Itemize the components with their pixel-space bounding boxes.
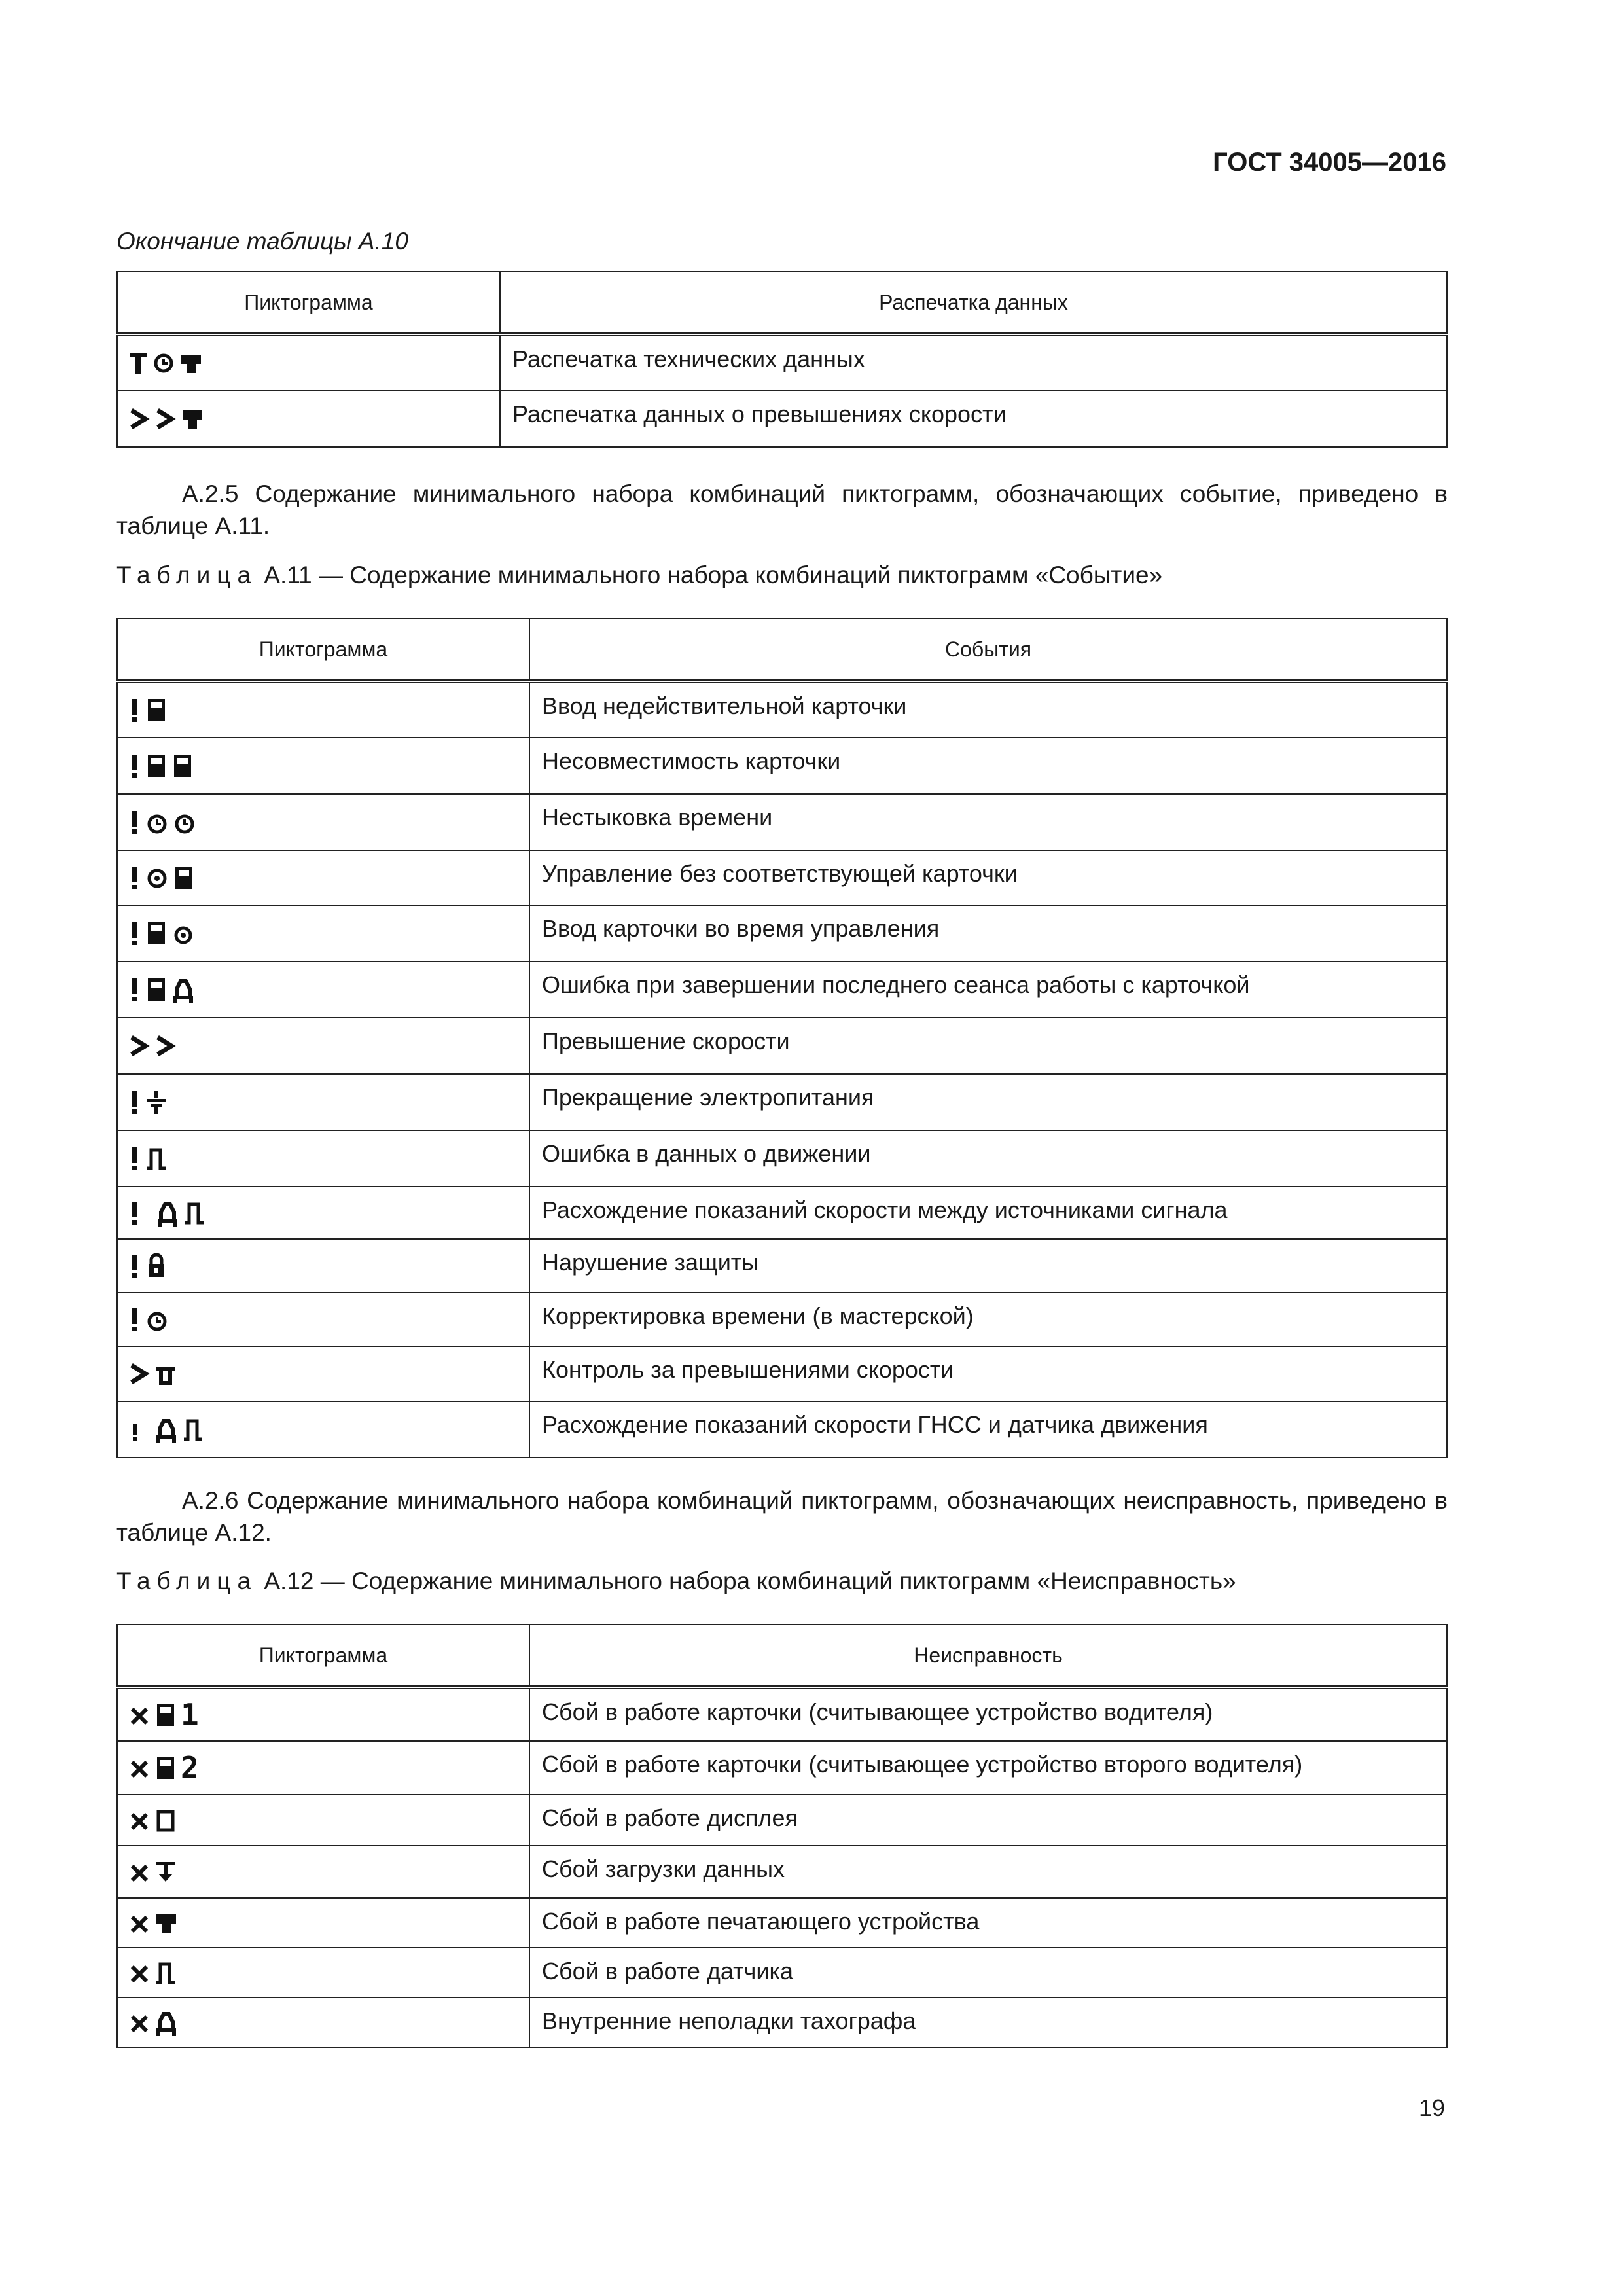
card-icon xyxy=(145,976,168,1003)
paragraph-a26 xyxy=(116,1484,1448,1549)
table-row xyxy=(117,1401,1447,1458)
exclamation-icon xyxy=(128,1145,141,1172)
column-header-description: Распечатка данных xyxy=(500,272,1447,334)
card-icon xyxy=(171,752,194,780)
download-icon xyxy=(154,1858,177,1886)
speed-chevron-icon xyxy=(154,405,177,433)
speed-chevron-icon xyxy=(128,405,151,433)
exclamation-icon xyxy=(128,1088,141,1116)
sensor-icon xyxy=(182,1416,204,1443)
description-cell: Несовместимость карточки xyxy=(529,738,1447,794)
printer-icon xyxy=(181,405,204,433)
description-cell: Внутренние неполадки тахографа xyxy=(529,1998,1447,2047)
pictogram-cell xyxy=(117,1741,529,1795)
description-cell: Контроль за превышениями скорости xyxy=(529,1346,1447,1401)
card-icon xyxy=(145,696,168,724)
table-row xyxy=(117,1846,1447,1898)
sensor-icon xyxy=(183,1199,205,1227)
pictogram-cell xyxy=(117,334,500,391)
card-icon xyxy=(145,752,168,780)
table-row xyxy=(117,1293,1447,1346)
table-a11-title xyxy=(116,562,1448,589)
description-cell: Сбой загрузки данных xyxy=(529,1846,1447,1898)
table-a12-grid xyxy=(116,1624,1448,2048)
document-number: ГОСТ 34005—2016 xyxy=(1213,148,1446,177)
pictogram-cell xyxy=(117,1846,529,1898)
column-header-pictogram: Пиктограмма xyxy=(117,1624,529,1687)
fault-cross-icon xyxy=(128,2009,151,2036)
table-title: А.11 — Содержание минимального набора комбинаций пиктограмм «Событие» xyxy=(257,562,1163,588)
description-cell: Сбой в работе дисплея xyxy=(529,1795,1447,1846)
description-cell: Нестыковка времени xyxy=(529,794,1447,850)
vu-icon xyxy=(156,1199,179,1227)
pictogram-cell xyxy=(117,391,500,447)
table-row xyxy=(117,905,1447,961)
description-cell: Расхождение показаний скорости ГНСС и датчика движения xyxy=(529,1401,1447,1458)
paragraph-a25 xyxy=(116,478,1448,542)
pictogram-cell xyxy=(117,681,529,738)
clock-icon xyxy=(145,808,169,836)
table-row xyxy=(117,1898,1447,1948)
fault-cross-icon xyxy=(128,1909,151,1937)
vu-icon xyxy=(154,2009,178,2036)
description-cell: Распечатка данных о превышениях скорости xyxy=(500,391,1447,447)
pictogram-cell xyxy=(117,1074,529,1130)
pictogram-cell xyxy=(117,1998,529,2047)
exclamation-icon xyxy=(128,1416,141,1443)
sensor-icon xyxy=(154,1959,177,1986)
steering-wheel-icon xyxy=(145,864,169,891)
page-number: 19 xyxy=(1418,2094,1445,2121)
table-row xyxy=(117,1187,1447,1239)
pictogram-cell xyxy=(117,1346,529,1401)
fault-cross-icon xyxy=(128,1959,151,1986)
table-title: А.12 — Содержание минимального набора комбинаций пиктограмм «Неисправность» xyxy=(257,1568,1236,1594)
column-header-description: События xyxy=(529,619,1447,681)
body-paragraph: А.2.6 Содержание минимального набора комбинаций пиктограмм, обозначающих неисправность, приведено в таблице А.12. xyxy=(116,1487,1448,1546)
power-supply-icon xyxy=(145,1088,168,1116)
speed-chevron-icon xyxy=(154,1032,177,1060)
description-cell: Управление без соответствующей карточки xyxy=(529,850,1447,905)
table-a11-grid xyxy=(116,618,1448,1458)
table-row xyxy=(117,1018,1447,1074)
table-row xyxy=(117,334,1447,391)
table-row xyxy=(117,1948,1447,1998)
speed-chevron-icon xyxy=(128,1360,151,1388)
exclamation-icon xyxy=(128,696,141,724)
pictogram-cell xyxy=(117,1239,529,1293)
table-a12 xyxy=(116,1624,1448,2048)
table-row xyxy=(117,1239,1447,1293)
description-cell: Ошибка при завершении последнего сеанса работы с карточкой xyxy=(529,961,1447,1018)
pictogram-cell xyxy=(117,1293,529,1346)
body-paragraph: А.2.5 Содержание минимального набора комбинаций пиктограмм, обозначающих событие, приведено в таблице А.11. xyxy=(116,480,1448,539)
tool-T-icon xyxy=(128,350,148,377)
description-cell: Нарушение защиты xyxy=(529,1239,1447,1293)
table-caption: Окончание таблицы А.10 xyxy=(116,228,408,255)
exclamation-icon xyxy=(128,752,141,780)
table-label: Таблица xyxy=(116,1568,258,1594)
table-header-row xyxy=(117,619,1447,681)
pictogram-cell xyxy=(117,1401,529,1458)
table-row xyxy=(117,391,1447,447)
table-row xyxy=(117,850,1447,905)
exclamation-icon xyxy=(128,808,141,836)
pictogram-cell xyxy=(117,905,529,961)
table-row xyxy=(117,1687,1447,1741)
clock-icon xyxy=(152,350,175,377)
exclamation-icon xyxy=(128,1306,141,1333)
column-header-description: Неисправность xyxy=(529,1624,1447,1687)
description-cell: Сбой в работе датчика xyxy=(529,1948,1447,1998)
lock-icon xyxy=(145,1252,168,1280)
printer-icon xyxy=(179,350,203,377)
pictogram-cell xyxy=(117,1687,529,1741)
description-cell: Прекращение электропитания xyxy=(529,1074,1447,1130)
card-slot-number: 1 xyxy=(181,1697,199,1732)
description-cell: Сбой в работе карточки (считывающее устройство второго водителя) xyxy=(529,1741,1447,1795)
pictogram-cell xyxy=(117,1948,529,1998)
table-row xyxy=(117,1346,1447,1401)
table-row xyxy=(117,1795,1447,1846)
table-a10-caption xyxy=(116,228,1448,255)
control-icon xyxy=(154,1360,177,1388)
pictogram-cell xyxy=(117,1187,529,1239)
clock-icon xyxy=(173,808,196,836)
fault-cross-icon xyxy=(128,1701,151,1729)
exclamation-icon xyxy=(128,1199,141,1227)
pictogram-cell xyxy=(117,1795,529,1846)
table-a10 xyxy=(116,271,1448,448)
description-cell: Расхождение показаний скорости между источниками сигнала xyxy=(529,1187,1447,1239)
table-row xyxy=(117,738,1447,794)
card-icon xyxy=(173,864,195,891)
column-header-pictogram: Пиктограмма xyxy=(117,272,500,334)
fault-cross-icon xyxy=(128,1754,151,1782)
speed-chevron-icon xyxy=(128,1032,151,1060)
exclamation-icon xyxy=(128,920,141,947)
exclamation-icon xyxy=(128,976,141,1003)
exclamation-icon xyxy=(128,1252,141,1280)
table-row xyxy=(117,794,1447,850)
description-cell: Ошибка в данных о движении xyxy=(529,1130,1447,1187)
pictogram-cell xyxy=(117,1898,529,1948)
table-row xyxy=(117,1074,1447,1130)
description-cell: Превышение скорости xyxy=(529,1018,1447,1074)
vu-icon xyxy=(171,976,195,1003)
sensor-icon xyxy=(145,1145,168,1172)
table-row xyxy=(117,961,1447,1018)
pictogram-cell xyxy=(117,794,529,850)
card-icon xyxy=(154,1754,177,1782)
table-header-row xyxy=(117,1624,1447,1687)
description-cell: Корректировка времени (в мастерской) xyxy=(529,1293,1447,1346)
pictogram-cell xyxy=(117,961,529,1018)
card-icon xyxy=(145,920,168,947)
clock-icon xyxy=(145,1306,169,1333)
steering-wheel-icon xyxy=(171,920,195,947)
display-icon xyxy=(154,1806,177,1834)
table-header-row xyxy=(117,272,1447,334)
description-cell: Ввод карточки во время управления xyxy=(529,905,1447,961)
pictogram-cell xyxy=(117,1130,529,1187)
description-cell: Распечатка технических данных xyxy=(500,334,1447,391)
table-label: Таблица xyxy=(116,562,258,588)
column-header-pictogram: Пиктограмма xyxy=(117,619,529,681)
description-cell: Сбой в работе печатающего устройства xyxy=(529,1898,1447,1948)
description-cell: Ввод недействительной карточки xyxy=(529,681,1447,738)
exclamation-icon xyxy=(128,864,141,891)
vu-icon xyxy=(154,1416,178,1443)
pictogram-cell xyxy=(117,1018,529,1074)
card-icon xyxy=(154,1701,177,1729)
table-row xyxy=(117,681,1447,738)
pictogram-cell xyxy=(117,850,529,905)
table-a10-grid xyxy=(116,271,1448,448)
card-slot-number: 2 xyxy=(181,1750,199,1785)
table-a11 xyxy=(116,618,1448,1458)
table-row xyxy=(117,1741,1447,1795)
table-row xyxy=(117,1998,1447,2047)
fault-cross-icon xyxy=(128,1858,151,1886)
table-a12-title xyxy=(116,1568,1448,1595)
fault-cross-icon xyxy=(128,1806,151,1834)
pictogram-cell xyxy=(117,738,529,794)
table-row xyxy=(117,1130,1447,1187)
printer-icon xyxy=(154,1909,178,1937)
description-cell: Сбой в работе карточки (считывающее устройство водителя) xyxy=(529,1687,1447,1741)
